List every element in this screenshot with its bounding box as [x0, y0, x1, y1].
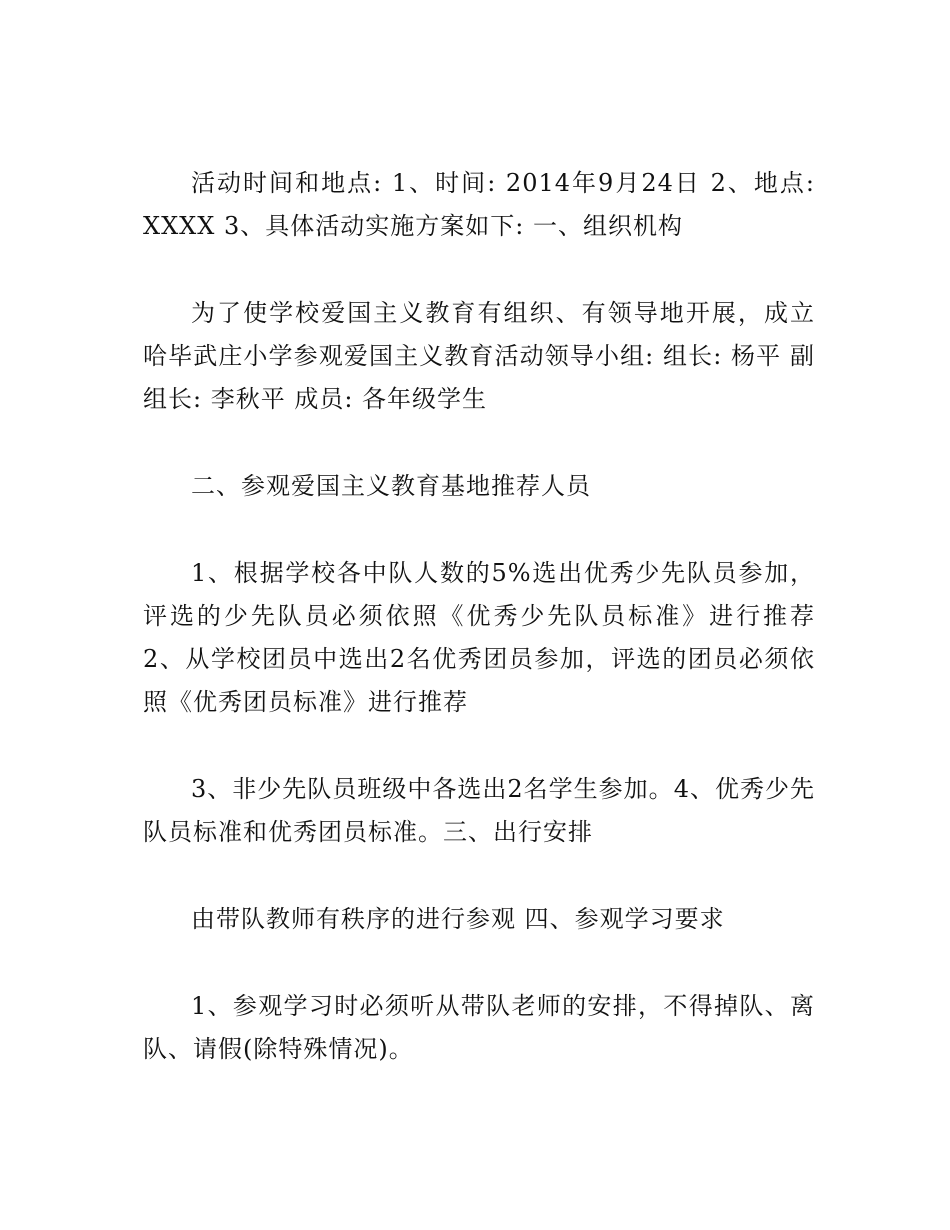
paragraph-non-pioneer-classes: 3、非少先队员班级中各选出2名学生参加。4、优秀少先队员标准和优秀团员标准。三、出行安排 — [143, 775, 815, 846]
paragraph-visit-requirements: 1、参观学习时必须听从带队老师的安排，不得掉队、离队、请假(除特殊情况)。 — [143, 992, 815, 1063]
paragraph-activity-time-place: 活动时间和地点: 1、时间: 2014年9月24日 2、地点: XXXX 3、具体活动实施方案如下: 一、组织机构 — [143, 169, 815, 240]
paragraph-section-two-heading: 二、参观爱国主义教育基地推荐人员 — [191, 472, 591, 500]
paragraph-selection-criteria: 1、根据学校各中队人数的5%选出优秀少先队员参加，评选的少先队员必须依照《优秀少先队员标准》进行推荐 2、从学校团员中选出2名优秀团员参加，评选的团员必须依照《优秀团员标准》进行推荐 — [143, 559, 815, 716]
document-body — [143, 162, 815, 1115]
paragraph-leadership-group: 为了使学校爱国主义教育有组织、有领导地开展，成立哈毕武庄小学参观爱国主义教育活动领导小组: 组长: 杨平 副组长: 李秋平 成员: 各年级学生 — [143, 299, 815, 413]
paragraph-travel-arrangement: 由带队教师有秩序的进行参观 四、参观学习要求 — [191, 905, 725, 933]
